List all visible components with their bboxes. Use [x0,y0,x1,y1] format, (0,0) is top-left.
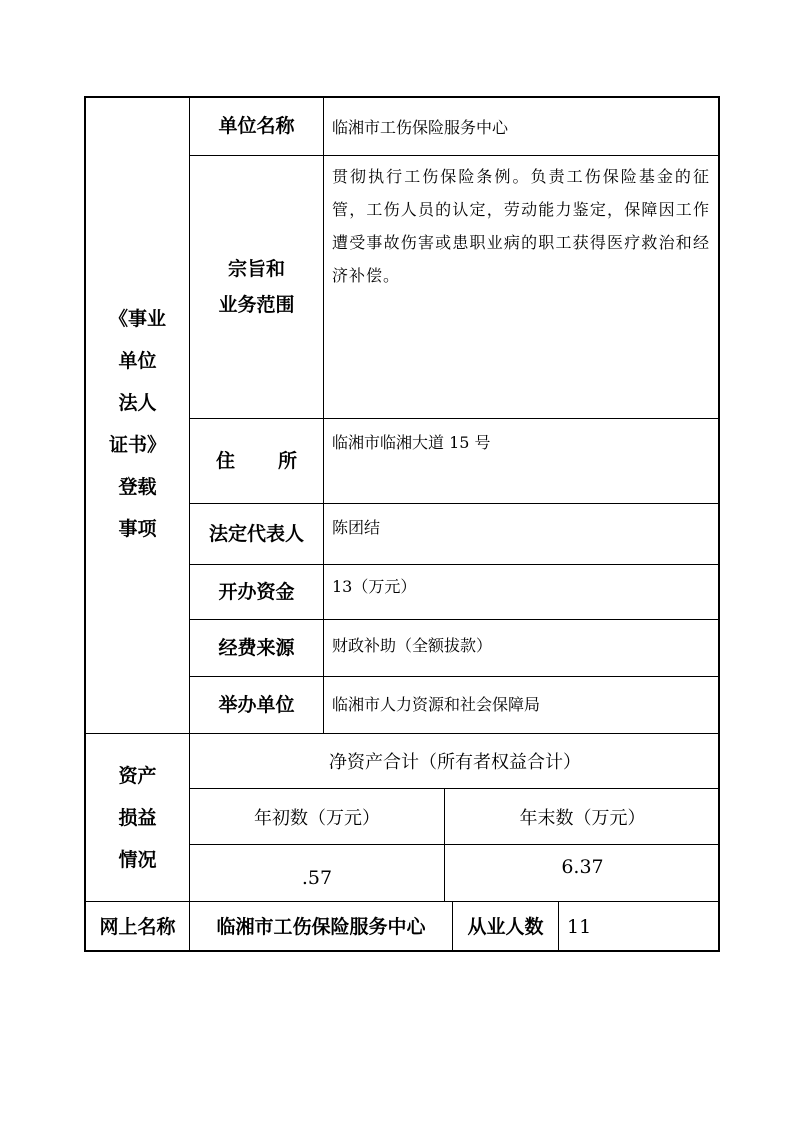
heading-line: 资产 [118,764,157,787]
address-label-left: 住 [216,449,236,472]
address-label [190,419,323,503]
net-assets-title: 净资产合计（所有者权益合计） [329,752,581,773]
funding-label: 经费来源 [218,636,295,659]
capital-label: 开办资金 [218,580,295,603]
staff-count-value: 11 [567,916,592,938]
purpose-label-line: 业务范围 [218,294,295,316]
funding-value: 财政补助（全额拔款） [332,636,493,655]
assets-section-heading [86,734,189,901]
purpose-value: 贯彻执行工伤保险条例。负责工伤保险基金的征管，工伤人员的认定，劳动能力鉴定，保障因工作遭受事故伤害或患职业病的职工获得医疗救治和经济补偿。 [332,167,710,285]
heading-line: 法人 [118,391,157,414]
end-of-year-value: 6.37 [561,856,604,878]
heading-line: 情况 [118,848,157,871]
heading-line: 《事业 [108,307,166,330]
unit-name-label: 单位名称 [218,115,295,138]
address-value: 临湘市临湘大道 15 号 [332,433,491,452]
begin-of-year-value: .57 [301,867,333,889]
address-label-right: 所 [277,449,297,472]
purpose-label [190,156,323,418]
end-of-year-label: 年末数（万元） [519,807,646,829]
staff-count-label: 从业人数 [467,915,544,938]
legal-rep-value: 陈团结 [332,518,381,537]
sponsor-label: 举办单位 [218,693,295,716]
capital-value: 13（万元） [332,577,417,596]
registration-table [84,96,720,952]
heading-line: 登载 [118,475,157,498]
legal-rep-label: 法定代表人 [208,522,304,545]
registration-section-heading [86,98,189,733]
online-name-label: 网上名称 [99,915,176,938]
online-name-value: 临湘市工伤保险服务中心 [216,915,426,938]
begin-of-year-label: 年初数（万元） [254,807,380,829]
unit-name-value: 临湘市工伤保险服务中心 [332,118,509,137]
purpose-label-line: 宗旨和 [227,258,285,280]
heading-line: 单位 [118,349,157,372]
heading-line: 损益 [118,806,157,829]
heading-line: 事项 [118,517,157,540]
heading-line: 证书》 [108,433,166,456]
sponsor-value: 临湘市人力资源和社会保障局 [332,695,541,714]
